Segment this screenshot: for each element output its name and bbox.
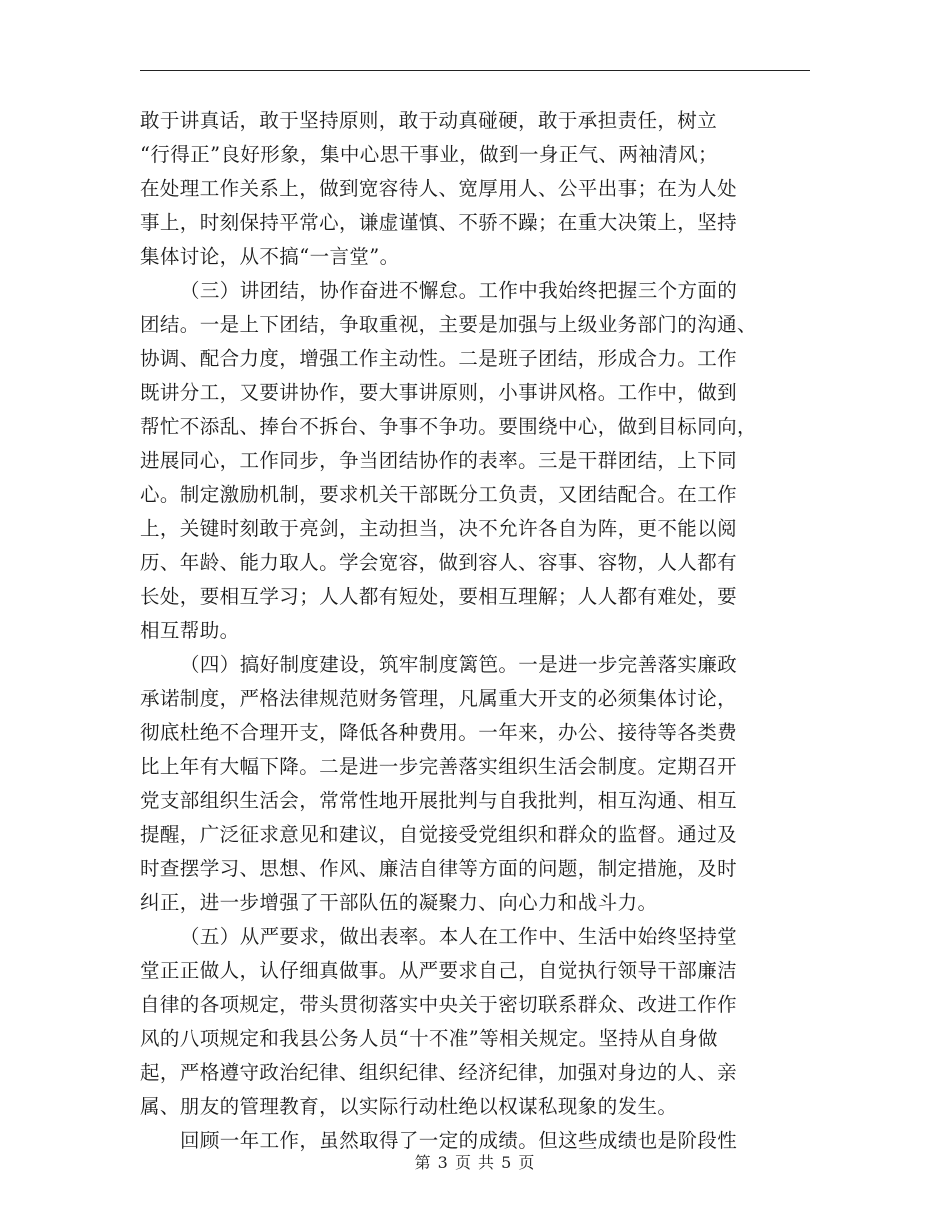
- text-line: “行得正”良好形象，集中心思干事业，做到一身正气、两袖清风；: [140, 143, 718, 166]
- text-line: 自律的各项规定，带头贯彻落实中央关于密切联系群众、改进工作作: [140, 993, 738, 1016]
- text-line: 相互帮助。: [140, 619, 240, 642]
- text-line: 帮忙不添乱、捧台不拆台、争事不争功。要围绕中心，做到目标同向，: [140, 415, 757, 438]
- page-footer: 第 3 页 共 5 页: [414, 1153, 536, 1172]
- text-line: 进展同心，工作同步，争当团结协作的表率。三是干群团结，上下同: [140, 449, 738, 472]
- text-line: 起，严格遵守政治纪律、组织纪律、经济纪律，加强对身边的人、亲: [140, 1061, 738, 1084]
- text-line: 既讲分工，又要讲协作，要大事讲原则，小事讲风格。工作中，做到: [140, 381, 738, 404]
- text-line: 比上年有大幅下降。二是进一步完善落实组织生活会制度。定期召开: [140, 755, 738, 778]
- header-rule: [140, 70, 810, 71]
- text-line: 历、年龄、能力取人。学会宽容，做到容人、容事、容物，人人都有: [140, 551, 738, 574]
- text-line: 团结。一是上下团结，争取重视，主要是加强与上级业务部门的沟通、: [140, 313, 757, 336]
- text-line: （五）从严要求，做出表率。本人在工作中、生活中始终坚持堂: [180, 925, 738, 948]
- text-line: 风的八项规定和我县公务人员“十不准”等相关规定。坚持从自身做: [140, 1027, 718, 1050]
- text-line: 提醒，广泛征求意见和建议，自觉接受党组织和群众的监督。通过及: [140, 823, 738, 846]
- text-line: （四）搞好制度建设，筑牢制度篱笆。一是进一步完善落实廉政: [180, 653, 738, 676]
- text-line: 时查摆学习、思想、作风、廉洁自律等方面的问题，制定措施，及时: [140, 857, 738, 880]
- text-line: （三）讲团结，协作奋进不懈怠。工作中我始终把握三个方面的: [180, 279, 738, 302]
- text-line: 承诺制度，严格法律规范财务管理，凡属重大开支的必须集体讨论，: [140, 687, 738, 710]
- text-line: 集体讨论，从不搞“一言堂”。: [140, 245, 400, 268]
- text-line: 回顾一年工作，虽然取得了一定的成绩。但这些成绩也是阶段性: [180, 1129, 738, 1152]
- text-line: 敢于讲真话，敢于坚持原则，敢于动真碰硬，敢于承担责任，树立: [140, 109, 718, 132]
- text-line: 堂正正做人，认仔细真做事。从严要求自己，自觉执行领导干部廉洁: [140, 959, 738, 982]
- text-line: 长处，要相互学习；人人都有短处，要相互理解；人人都有难处，要: [140, 585, 738, 608]
- text-line: 属、朋友的管理教育，以实际行动杜绝以权谋私现象的发生。: [140, 1095, 678, 1118]
- text-line: 纠正，进一步增强了干部队伍的凝聚力、向心力和战斗力。: [140, 891, 658, 914]
- text-line: 协调、配合力度，增强工作主动性。二是班子团结，形成合力。工作: [140, 347, 738, 370]
- text-line: 彻底杜绝不合理开支，降低各种费用。一年来，办公、接待等各类费: [140, 721, 738, 744]
- text-line: 党支部组织生活会，常常性地开展批判与自我批判，相互沟通、相互: [140, 789, 738, 812]
- text-line: 事上，时刻保持平常心，谦虚谨慎、不骄不躁；在重大决策上，坚持: [140, 211, 738, 234]
- text-line: 心。制定激励机制，要求机关干部既分工负责，又团结配合。在工作: [140, 483, 738, 506]
- text-line: 在处理工作关系上，做到宽容待人、宽厚用人、公平出事；在为人处: [140, 177, 738, 200]
- document-body: [140, 104, 810, 1158]
- text-line: 上，关键时刻敢于亮剑，主动担当，决不允许各自为阵，更不能以阅: [140, 517, 738, 540]
